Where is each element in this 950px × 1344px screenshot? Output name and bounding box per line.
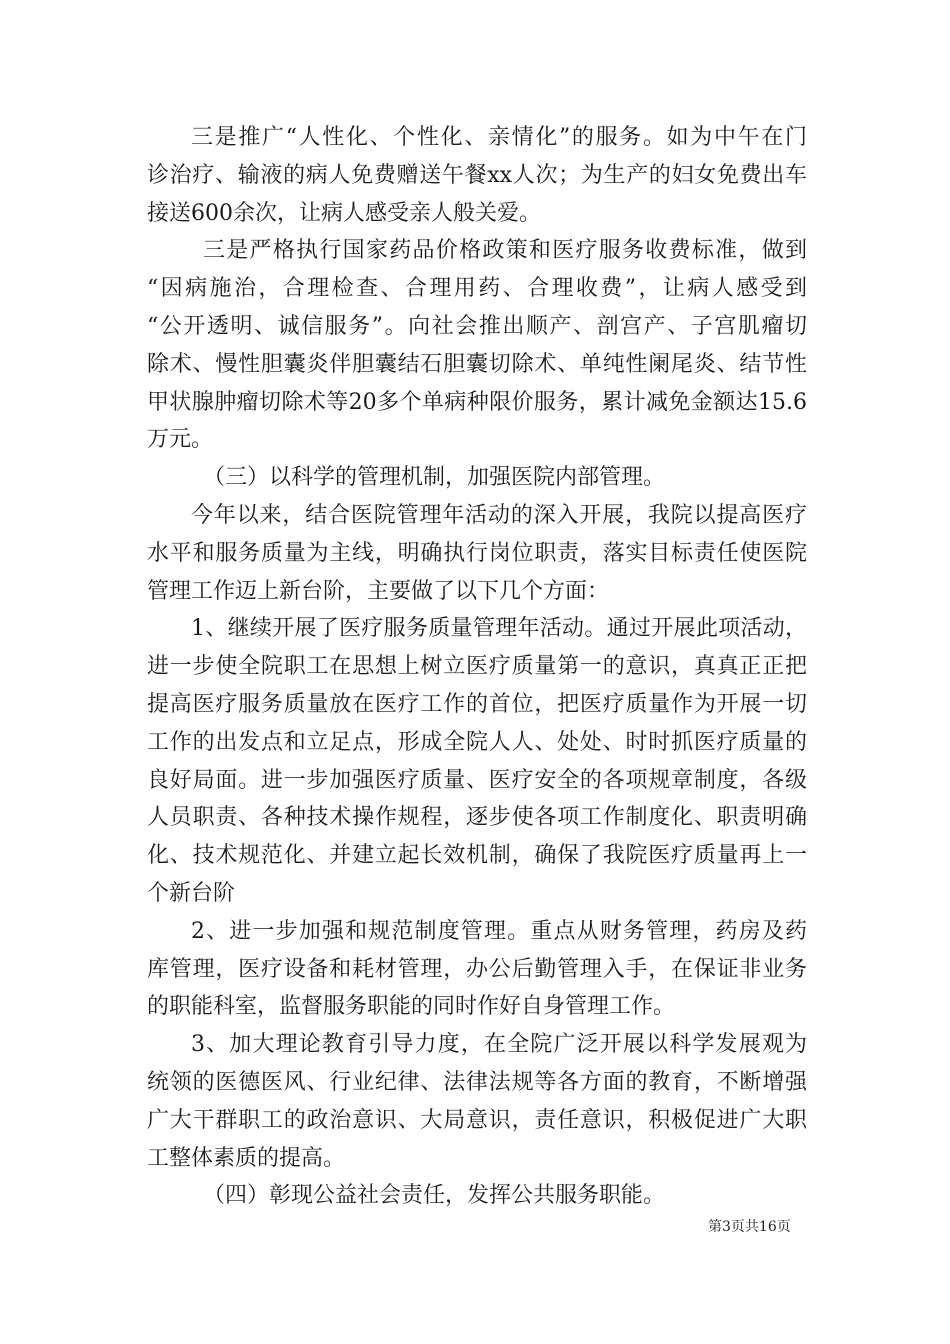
text-line: 除术、慢性胆囊炎伴胆囊结石胆囊切除术、单纯性阑尾炎、结节性 <box>147 351 807 377</box>
text-line: 水平和服务质量为主线，明确执行岗位职责，落实目标责任使医院 <box>147 540 807 566</box>
text-line: 统领的医德医风、行业纪律、法律法规等各方面的教育，不断增强 <box>147 1069 807 1095</box>
page-number: 第3页共16页 <box>708 1219 791 1235</box>
text-line: 良好局面。进一步加强医疗质量、医疗安全的各项规章制度，各级 <box>147 767 807 793</box>
section-heading: （三）以科学的管理机制，加强医院内部管理。 <box>203 465 666 491</box>
document-body <box>147 119 807 1215</box>
text-line: 1、继续开展了医疗服务质量管理年活动。通过开展此项活动， <box>191 616 807 642</box>
text-line: 今年以来，结合医院管理年活动的深入开展，我院以提高医疗 <box>191 502 807 528</box>
text-line: 三是严格执行国家药品价格政策和医疗服务收费标准，做到 <box>203 238 807 264</box>
text-line: 工整体素质的提高。 <box>147 1145 346 1171</box>
text-line: 诊治疗、输液的病人免费赠送午餐xx人次；为生产的妇女免费出车 <box>147 162 807 188</box>
text-line: “公开透明、诚信服务”。向社会推出顺产、剖宫产、子宫肌瘤切 <box>147 313 807 339</box>
section-heading: （四）彰现公益社会责任，发挥公共服务职能。 <box>203 1183 666 1209</box>
text-line: 管理工作迈上新台阶，主要做了以下几个方面： <box>147 578 610 604</box>
text-line: 三是推广“人性化、个性化、亲情化”的服务。如为中午在门 <box>191 125 807 150</box>
text-line: 万元。 <box>147 427 214 453</box>
text-line: 的职能科室，监督服务职能的同时作好自身管理工作。 <box>147 994 676 1020</box>
text-line: 进一步使全院职工在思想上树立医疗质量第一的意识，真真正正把 <box>147 654 807 680</box>
text-line: 库管理，医疗设备和耗材管理，办公后勤管理入手，在保证非业务 <box>147 956 807 982</box>
text-line: 接送600余次，让病人感受亲人般关爱。 <box>147 200 541 226</box>
text-line: 2、进一步加强和规范制度管理。重点从财务管理，药房及药 <box>191 918 807 944</box>
text-line: 甲状腺肿瘤切除术等20多个单病种限价服务，累计减免金额达15.6 <box>147 389 807 415</box>
text-line: 提高医疗服务质量放在医疗工作的首位，把医疗质量作为开展一切 <box>147 691 807 717</box>
text-line: 人员职责、各种技术操作规程，逐步使各项工作制度化、职责明确 <box>147 805 807 831</box>
text-line: 个新台阶 <box>147 880 236 906</box>
text-line: “因病施治，合理检查、合理用药、合理收费”，让病人感受到 <box>147 276 807 302</box>
text-line: 广大干群职工的政治意识、大局意识，责任意识，积极促进广大职 <box>147 1107 807 1133</box>
text-line: 3、加大理论教育引导力度，在全院广泛开展以科学发展观为 <box>191 1032 807 1058</box>
text-line: 化、技术规范化、并建立起长效机制，确保了我院医疗质量再上一 <box>147 843 807 869</box>
text-line: 工作的出发点和立足点，形成全院人人、处处、时时抓医疗质量的 <box>147 729 807 755</box>
